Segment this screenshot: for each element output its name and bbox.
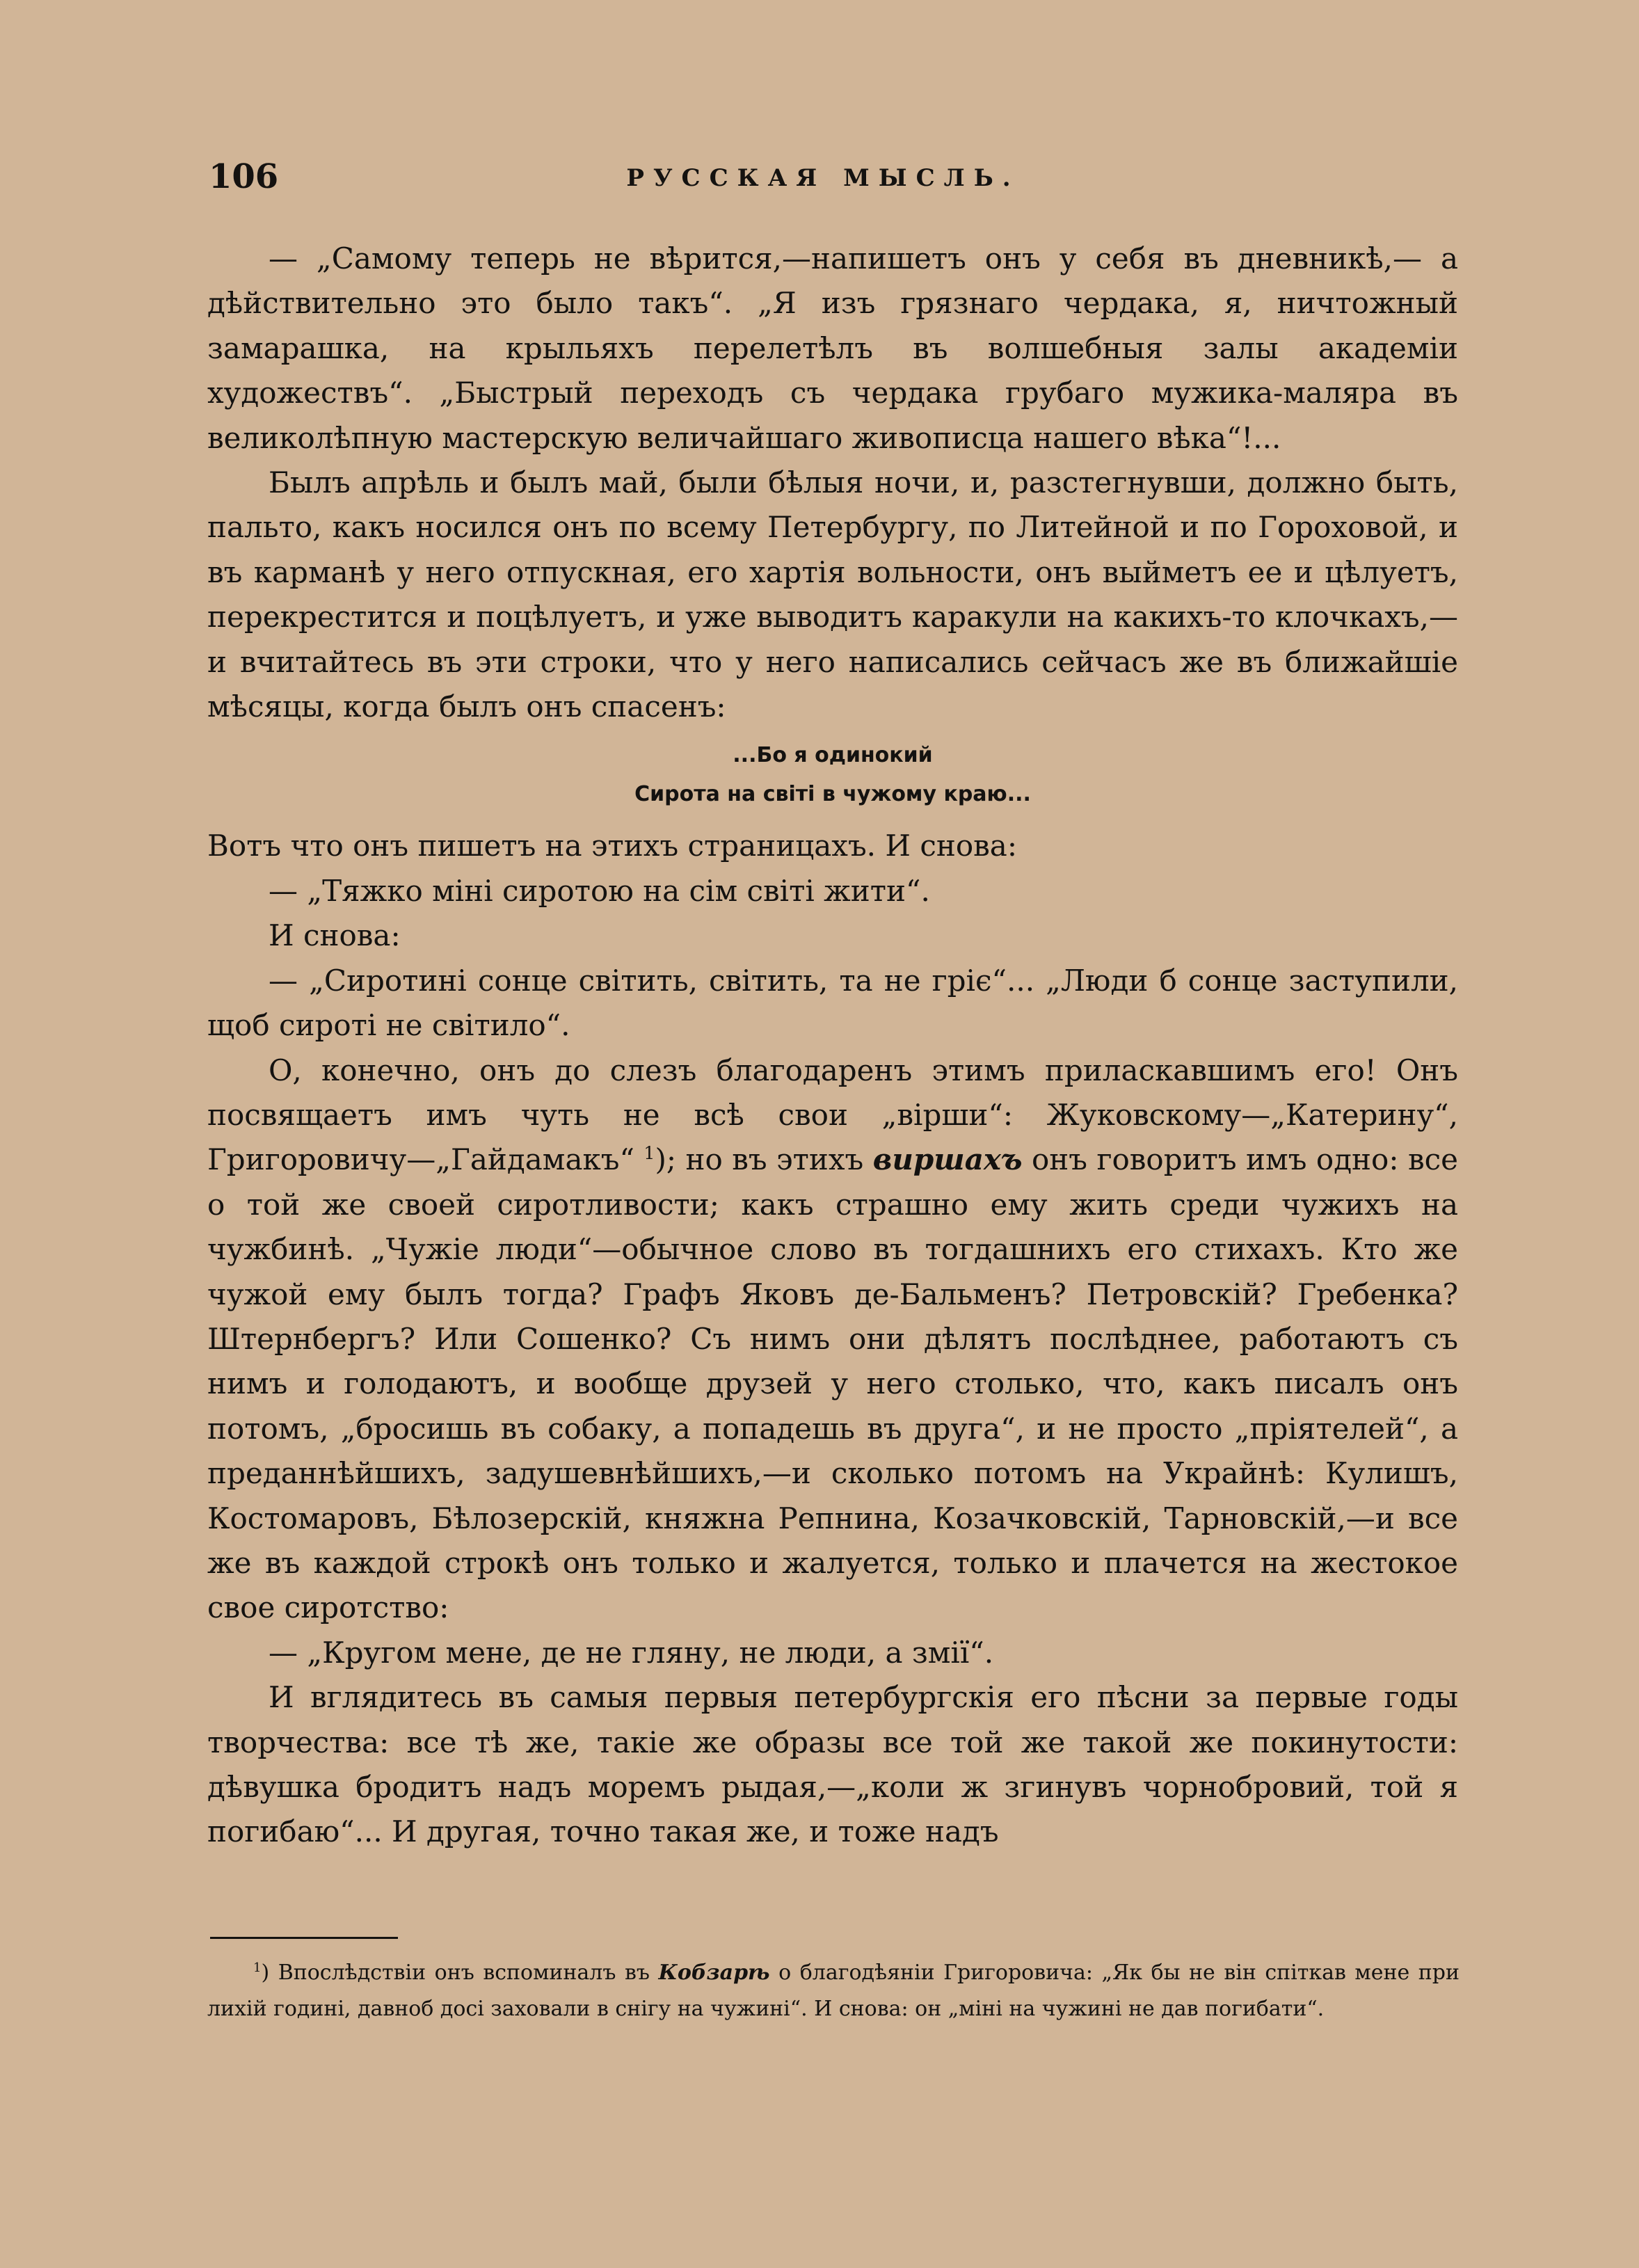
text-run: ); но въ этихъ: [655, 1142, 873, 1177]
footnote-divider: [210, 1937, 398, 1939]
page-number: 106: [209, 157, 279, 196]
footnote-text: [207, 1955, 1460, 2027]
paragraph: — „Сиротині сонце світить, світить, та не гріє“... „Люди б сонце заступили, щоб сироті не світило“.: [207, 963, 1458, 1043]
verse-quote: [207, 736, 1458, 814]
footnote: [207, 1955, 1460, 2027]
paragraph: — „Кругом мене, де не гляну, не люди, а змії“.: [269, 1635, 994, 1670]
verse-line: Сирота на світі в чужому краю...: [634, 782, 1031, 807]
paragraph: Вотъ что онъ пишетъ на этихъ страницахъ. И снова:: [207, 829, 1017, 863]
paragraph: И снова:: [269, 918, 401, 953]
paragraph: Былъ апрѣль и былъ май, были бѣлыя ночи, и, разстегнувши, должно быть, пальто, какъ носился онъ по всему Петербургу, по Литейной и по Гороховой, и въ карманѣ у него отпускная, его хартія вольности, онъ выйметъ ее и цѣлуетъ, перекрестится и поцѣлуетъ, и уже выводитъ каракули на какихъ-то клочкахъ,—и вчитайтесь въ эти строки, что у него написались сейчасъ же въ ближайшіе мѣсяцы, когда былъ онъ спасенъ:: [207, 465, 1458, 724]
text-run: о благодѣяніи Григоровича: „Як бы не він спіткав мене при лихій годині, давноб досі заховали в снігу на чужині“. И снова: он „мінi на чужині не дав погибати“.: [207, 1960, 1460, 2021]
text-run: ) Впослѣдствіи онъ вспоминалъ въ: [261, 1960, 659, 1985]
main-text: [207, 237, 1458, 1855]
running-head: РУССКАЯ МЫСЛЬ.: [626, 164, 1020, 192]
footnote-reference[interactable]: 1: [643, 1143, 655, 1164]
paragraph: — „Тяжко мінi сиротою на сім світі жити“.: [269, 873, 930, 908]
text-run: О, конечно, онъ до слезъ благодаренъ этимъ приласкавшимъ его! Онъ посвящаетъ имъ чуть не всѣ свои „вірши“: Жуковскому—„Катерину“, Григоровичу—„Гайдамакъ“: [207, 1053, 1458, 1177]
footnote-marker: 1: [253, 1960, 262, 1975]
paragraph: [207, 1048, 1458, 1631]
verse-line: ...Бо я одинокий: [733, 743, 933, 768]
text-run: онъ говоритъ имъ одно: все о той же своей сиротливости; какъ страшно ему жить среди чужихъ на чужбинѣ. „Чужіе люди“—обычное слово въ тогдашнихъ его стихахъ. Кто же чужой ему былъ тогда? Графъ Яковъ де-Бальменъ? Петровскій? Гребенка? Штернбергъ? Или Сошенко? Съ нимъ они дѣлятъ послѣднее, работаютъ съ нимъ и голодаютъ, и вообще друзей у него столько, что, какъ писалъ онъ потомъ, „бросишь въ собаку, а попадешь въ друга“, и не просто „пріятелей“, а преданнѣйшихъ, задушевнѣйшихъ,—и сколько потомъ на Украйнѣ: Кулишъ, Костомаровъ, Бѣлозерскій, княжна Репнина, Козачковскій, Тарновскій,—и все же въ каждой строкѣ онъ только и жалуется, только и плачется на жестокое свое сиротство:: [207, 1142, 1459, 1625]
paragraph: И вглядитесь въ самыя первыя петербургскія его пѣсни за первые годы творчества: все тѣ же, такіе же образы все той же такой же покинутости: дѣвушка бродитъ надъ моремъ рыдая,—„коли ж згинувъ чорнобровий, той я погибаю“... И другая, точно такая же, и тоже надъ: [207, 1680, 1458, 1849]
paragraph: — „Самому теперь не вѣрится,—напишетъ онъ у себя въ дневникѣ,— а дѣйствительно это было такъ“. „Я изъ грязнаго чердака, я, ничтожный замарашка, на крыльяхъ перелетѣлъ въ волшебныя залы академіи художествъ“. „Быстрый переходъ съ чердака грубаго мужика-маляра въ великолѣпную мастерскую величайшаго живописца нашего вѣка“!...: [207, 241, 1458, 455]
italic-word: виршахъ: [872, 1142, 1023, 1177]
italic-word: Кобзарѣ: [658, 1960, 770, 1985]
